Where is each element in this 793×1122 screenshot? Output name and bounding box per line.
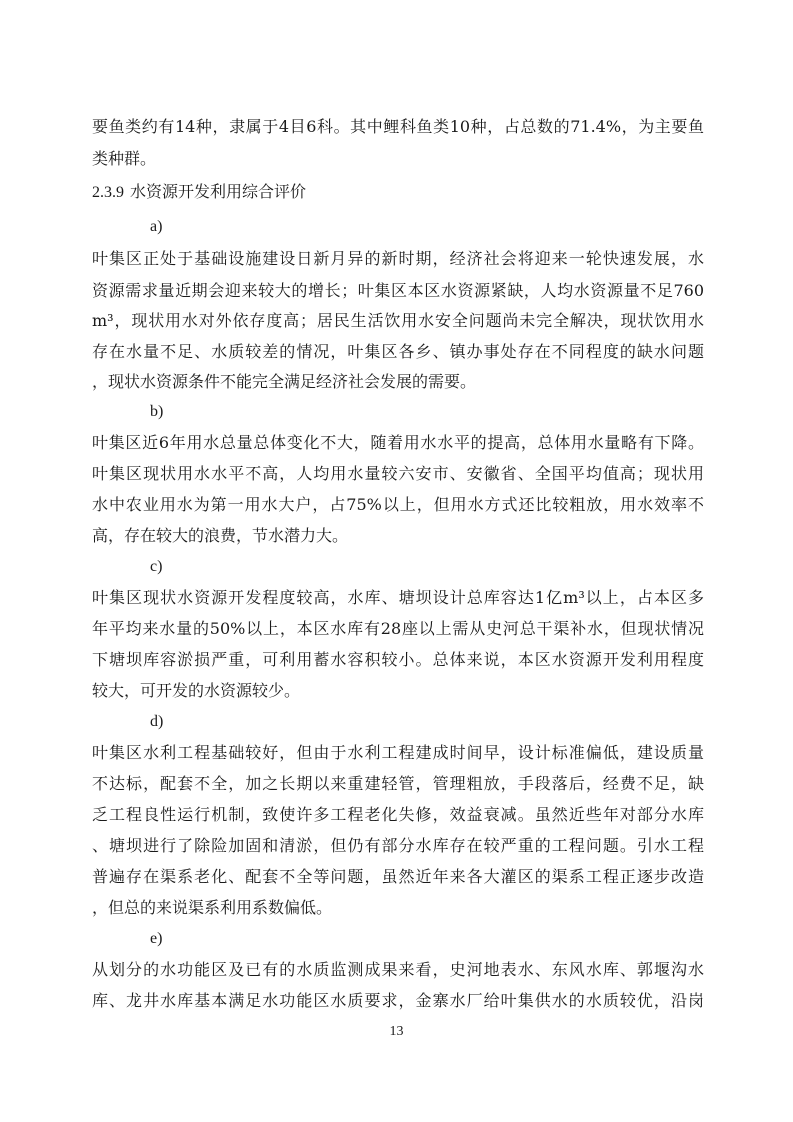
item-marker: c) — [150, 558, 163, 575]
paragraph-line: 水中农业用水为第一用水大户，占75%以上，但用水方式还比较粗放，用水效率不 — [92, 495, 704, 514]
section-heading — [92, 181, 306, 204]
paragraph-line: ，但总的来说渠系利用系数偏低。 — [92, 898, 333, 917]
paragraph-line: ，现状水资源条件不能完全满足经济社会发展的需要。 — [92, 372, 477, 391]
intro-line: 要鱼类约有14种，隶属于4目6科。其中鲤科鱼类10种，占总数的71.4%，为主要鱼 — [92, 117, 704, 136]
item-marker: b) — [150, 403, 164, 420]
page-number: 13 — [389, 1024, 404, 1039]
paragraph-line: 较大，可开发的水资源较少。 — [92, 681, 301, 700]
paragraph-line: 资源需求量近期会迎来较大的增长；叶集区本区水资源紧缺，人均水资源量不足760 — [92, 281, 704, 300]
paragraph-line: 叶集区正处于基础设施建设日新月异的新时期，经济社会将迎来一轮快速发展，水 — [92, 249, 704, 268]
paragraph-line: 库、龙井水库基本满足水功能区水质要求，金寨水厂给叶集供水的水质较优，沿岗 — [92, 991, 704, 1010]
paragraph-line: 叶集区现状用水水平不高，人均用水量较六安市、安徽省、全国平均值高；现状用 — [92, 464, 704, 483]
paragraph-line: 叶集区水利工程基础较好，但由于水利工程建成时间早，设计标准偏低，建设质量 — [92, 743, 704, 762]
paragraph-line: 叶集区近6年用水总量总体变化不大，随着用水水平的提高，总体用水量略有下降。 — [92, 433, 704, 452]
item-marker: a) — [150, 218, 163, 235]
paragraph-line: 高，存在较大的浪费，节水潜力大。 — [92, 526, 349, 545]
paragraph-line: 不达标，配套不全，加之长期以来重建轻管，管理粗放，手段落后，经费不足，缺 — [92, 774, 704, 793]
paragraph-line: 普遍存在渠系老化、配套不全等问题，虽然近年来各大灌区的渠系工程正逐步改造 — [92, 867, 704, 886]
section-number: 2.3.9 — [92, 184, 124, 201]
section-title: 水资源开发利用综合评价 — [130, 182, 307, 201]
paragraph-line: 从划分的水功能区及已有的水质监测成果来看，史河地表水、东风水库、郭堰沟水 — [92, 960, 704, 979]
intro-line: 类种群。 — [92, 149, 157, 168]
paragraph-line: 、塘坝进行了除险加固和清淤，但仍有部分水库存在较严重的工程问题。引水工程 — [92, 836, 704, 855]
paragraph-line: 乏工程良性运行机制，致使许多工程老化失修，效益衰减。虽然近些年对部分水库 — [92, 805, 704, 824]
paragraph-line: 存在水量不足、水质较差的情况，叶集区各乡、镇办事处存在不同程度的缺水问题 — [92, 342, 704, 361]
paragraph-line: 下塘坝库容淤损严重，可利用蓄水容积较小。总体来说，本区水资源开发利用程度 — [92, 650, 704, 669]
paragraph-line: 叶集区现状水资源开发程度较高，水库、塘坝设计总库容达1亿m³以上，占本区多 — [92, 588, 704, 607]
paragraph-line: 年平均来水量的50%以上，本区水库有28座以上需从史河总干渠补水，但现状情况 — [92, 619, 704, 638]
item-marker: d) — [150, 713, 164, 730]
item-marker: e) — [150, 930, 163, 947]
paragraph-line: m³，现状用水对外依存度高；居民生活饮用水安全问题尚未完全解决，现状饮用水 — [92, 311, 704, 330]
